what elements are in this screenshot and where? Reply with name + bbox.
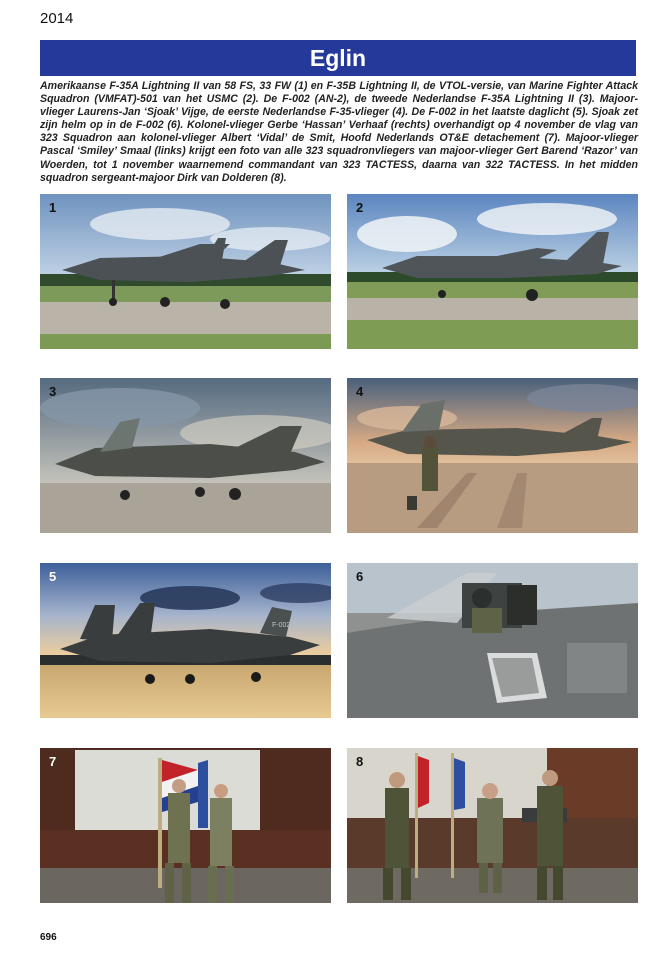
photo-7 [40, 748, 331, 903]
photo-1-image [40, 194, 331, 349]
photo-4 [347, 378, 638, 533]
photo-5-number: 5 [49, 569, 57, 584]
photo-3-image [40, 378, 331, 533]
photo-2 [347, 194, 638, 349]
photo-1 [40, 194, 331, 349]
photo-7-image [40, 748, 331, 903]
photo-2-number: 2 [356, 200, 364, 215]
page-year: 2014 [40, 10, 74, 27]
photo-6 [347, 563, 638, 718]
photo-5-image [40, 563, 331, 718]
photo-6-image [347, 563, 638, 718]
section-title-banner: Eglin [40, 40, 636, 76]
photo-2-image [347, 194, 638, 349]
photo-8 [347, 748, 638, 903]
photo-8-image [347, 748, 638, 903]
photo-4-number: 4 [356, 384, 364, 399]
photo-5-tail-marking: F-002 [272, 622, 291, 629]
photo-7-number: 7 [49, 754, 57, 769]
photo-5 [40, 563, 331, 718]
photo-6-number: 6 [356, 569, 364, 584]
photo-1-number: 1 [49, 200, 57, 215]
page-number: 696 [40, 932, 57, 943]
photo-3 [40, 378, 331, 533]
photo-8-number: 8 [356, 754, 364, 769]
photo-4-image [347, 378, 638, 533]
photo-caption-text: Amerikaanse F-35A Lightning II van 58 FS, 33 FW (1) en F-35B Lightning II, de VTOL-versie, van Marine Fighter Attack Squadron (VMFAT)-501 van het USMC (2). De F-002 (AN-2), de tweede Nederlandse F-35A Lightning II (3). Majoor-vlieger Laurens-Jan ‘Sjoak’ Vijge, de eerste Nederlandse F-35-vlieger (4). De F-002 in het laatste daglicht (5). Sjoak zet zijn helm op in de F-002 (6). Kolonel-vlieger Gerbe ‘Hassan’ Verhaaf (rechts) overhandigt op 4 november de vlag van 323 Squadron aan kolonel-vlieger Albert ‘Vidal’ de Smit, Hoofd Nederlands OT&E detachement (7). Majoor-vlieger Pascal ‘Smiley’ Smaal (links) krijgt een foto van alle 323 squadronvliegers van majoor-vlieger Gert Barend ‘Razor’ van Woerden, tot 1 november waarnemend commandant van 323 TACTESS, daarna van 322 TACTESS. In het midden squadron sergeant-majoor Dirk van Dolderen (8). [40, 80, 638, 184]
photo-3-number: 3 [49, 384, 57, 399]
